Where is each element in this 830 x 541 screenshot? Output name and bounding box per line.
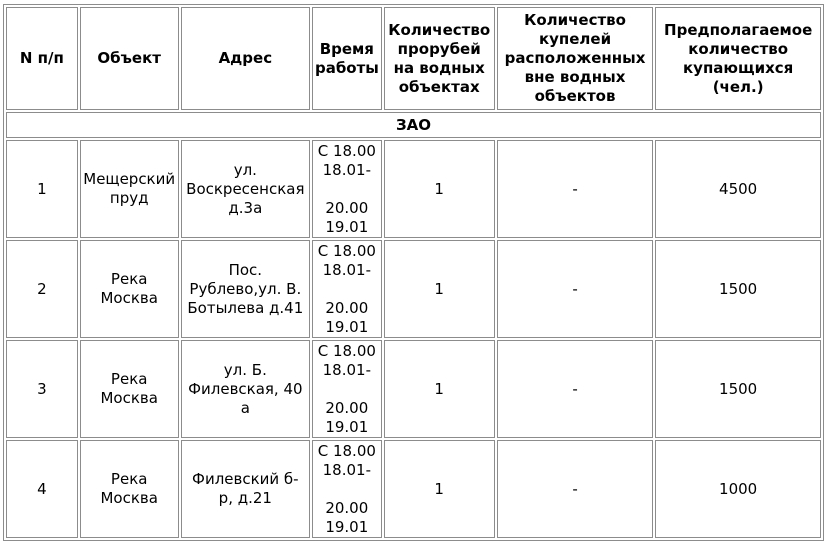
bathers-cell: 1500 (655, 340, 821, 438)
text-line: 19.01 (325, 518, 369, 536)
text-line: 19.01 (325, 218, 369, 236)
ice-holes-cell: 1 (384, 240, 495, 338)
time-cell (312, 440, 382, 538)
bathing-sites-table (3, 4, 824, 541)
text-line: объектах (398, 77, 480, 96)
text-line: расположенных (504, 49, 646, 67)
text-line: Воскресенская (186, 179, 305, 198)
ice-holes-cell: 1 (384, 440, 495, 538)
num-cell: 4 (6, 440, 78, 538)
text-line: р, д.21 (218, 489, 272, 507)
text-line: 18.01- (322, 161, 371, 179)
num-cell: 3 (6, 340, 78, 438)
text-line: вне водных (524, 68, 626, 86)
text-line: Река (110, 270, 148, 288)
text-line: С 18.00 (317, 442, 376, 460)
object-cell (80, 240, 179, 338)
text-line: купелей (538, 30, 612, 48)
num-cell: 1 (6, 140, 78, 238)
text-line: Москва (100, 389, 158, 407)
address-cell (181, 440, 310, 538)
text-line: пруд (109, 189, 149, 207)
text-line: 19.01 (325, 418, 369, 436)
text-line: ул. (233, 160, 257, 179)
text-line: С 18.00 (317, 342, 376, 360)
ice-holes-cell: 1 (384, 140, 495, 238)
text-line: Рублево,ул. В. (189, 279, 302, 298)
text-line: Москва (100, 289, 158, 307)
text-line: Ботылева д.41 (187, 298, 304, 317)
header-row (6, 7, 821, 110)
header-address (181, 7, 310, 110)
fonts-cell: - (497, 340, 654, 438)
text-line: Количество (524, 11, 626, 29)
bathers-cell: 1500 (655, 240, 821, 338)
text-line: N п/п (19, 49, 64, 67)
text-line: Предполагаемое (664, 20, 813, 39)
text-line: С 18.00 (317, 242, 376, 260)
address-cell (181, 340, 310, 438)
ice-holes-cell: 1 (384, 340, 495, 438)
fonts-cell: - (497, 440, 654, 538)
address-cell (181, 140, 310, 238)
table-row (6, 140, 821, 238)
text-line: 19.01 (325, 318, 369, 336)
text-line: 20.00 (325, 299, 369, 317)
text-line: на водных (393, 58, 485, 77)
text-line: 20.00 (325, 399, 369, 417)
fonts-cell: - (497, 240, 654, 338)
bathers-cell: 4500 (655, 140, 821, 238)
text-line: купающихся (682, 58, 794, 77)
text-line (313, 280, 381, 299)
object-cell (80, 340, 179, 438)
text-line: С 18.00 (317, 142, 376, 160)
text-line: 20.00 (325, 199, 369, 217)
table-row (6, 340, 821, 438)
header-num (6, 7, 78, 110)
time-cell (312, 340, 382, 438)
fonts-cell: - (497, 140, 654, 238)
text-line: Москва (100, 489, 158, 507)
text-line: прорубей (397, 39, 481, 58)
text-line: количество (688, 39, 789, 58)
text-line: ул. Б. (223, 360, 267, 379)
text-line: 20.00 (325, 499, 369, 517)
text-line: Количество (388, 20, 491, 39)
text-line: Мещерский (83, 170, 176, 188)
text-line: Река (110, 370, 148, 388)
text-line: Филевская, 40 (188, 379, 303, 398)
text-line: а (240, 398, 250, 417)
header-object (80, 7, 179, 110)
time-cell (312, 240, 382, 338)
header-expected-bathers (655, 7, 821, 110)
text-line: (чел.) (712, 77, 764, 96)
text-line: работы (314, 58, 379, 77)
section-row (6, 112, 821, 138)
table-row (6, 440, 821, 538)
num-cell: 2 (6, 240, 78, 338)
text-line (313, 480, 381, 499)
text-line: 18.01- (322, 361, 371, 379)
table-row (6, 240, 821, 338)
text-line: Адрес (218, 49, 273, 67)
text-line: Объект (97, 49, 161, 67)
header-fonts-count (497, 7, 654, 110)
object-cell (80, 140, 179, 238)
bathers-cell: 1000 (655, 440, 821, 538)
text-line (313, 380, 381, 399)
address-cell (181, 240, 310, 338)
text-line: Река (110, 470, 148, 488)
text-line (313, 180, 381, 199)
text-line: 18.01- (322, 261, 371, 279)
text-line: Время (319, 39, 374, 58)
object-cell (80, 440, 179, 538)
text-line: Филевский б- (192, 470, 299, 488)
header-working-time (312, 7, 382, 110)
header-ice-holes-count (384, 7, 495, 110)
section-title: ЗАО (6, 112, 821, 138)
time-cell (312, 140, 382, 238)
text-line: 18.01- (322, 461, 371, 479)
text-line: объектов (534, 87, 616, 105)
text-line: Пос. (228, 260, 263, 279)
text-line: д.3а (228, 198, 263, 217)
